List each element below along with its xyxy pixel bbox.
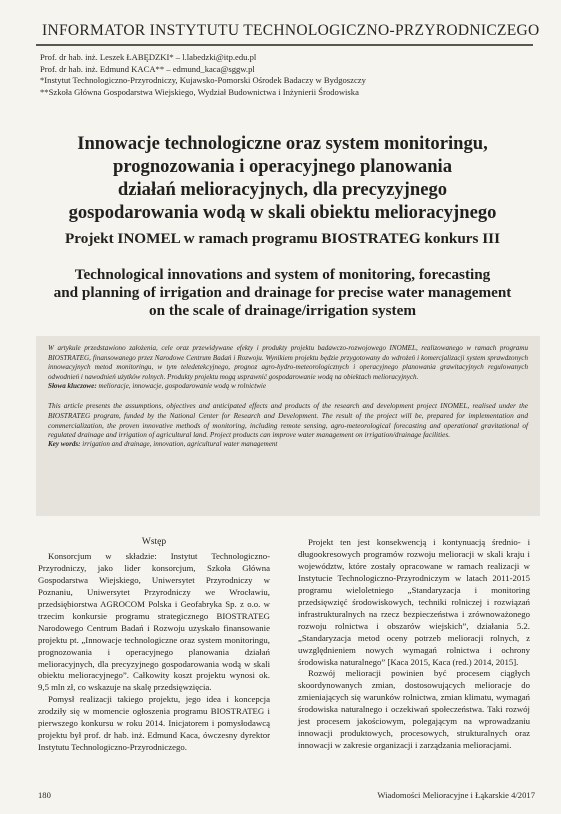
keywords-polish xyxy=(48,382,528,392)
abstract-box xyxy=(36,336,540,516)
affiliation-line: **Szkoła Główna Gospodarstwa Wiejskiego, Wydział Budownictwa i Inżynierii Środowiska xyxy=(40,86,359,97)
article-subtitle: Projekt INOMEL w ramach programu BIOSTRATEG konkurs III xyxy=(64,230,500,247)
title-line: Innowacje technologiczne oraz system monitoringu, xyxy=(77,133,488,154)
author-line: Prof. dr hab. inż. Leszek ŁABĘDZKI* – l.labedzki@itp.edu.pl xyxy=(40,52,257,62)
body-paragraph: Pomysł realizacji takiego projektu, jego idea i koncepcja zrodziły się w momencie ogłoszenia programu BIOSTRATEG i pierwszego konkursu w roku 2014. Inicjatorem i pomysłodawcą projektu był prof. dr hab. inż. Edmund Kaca, ówczesny dyrektor Instytutu Technologiczno-Przyrodniczego. xyxy=(38,694,270,753)
keywords-text: irrigation and drainage, innovation, agricultural water management xyxy=(82,440,278,449)
title-line: gospodarowania wodą w skali obiektu melioracyjnego xyxy=(68,202,497,223)
keywords-text: melioracje, innowacje, gospodarowanie wodą w rolnictwie xyxy=(98,382,267,391)
affiliation-line: *Instytut Technologiczno-Przyrodniczy, Kujawsko-Pomorski Ośrodek Badaczy w Bydgoszczy xyxy=(40,75,366,85)
body-paragraph: Konsorcjum w składzie: Instytut Technologiczno-Przyrodniczy, jako lider konsorcjum, Szkoła Główna Gospodarstwa Wiejskiego, Uniwersytet Przyrodniczy w Poznaniu, Uniwersytet Przyrodniczy we Wrocławiu, przedsiębiorstwa AGROCOM Polska i Geofabryka Sp. z o.o. w trzecim konkursie programu strategicznego BIOSTRATEG Narodowego Centrum Badań i Rozwoju uzyskało finansowanie projektu pt. „Innowacje technologiczne oraz system monitoringu, prognozowania i operacyjnego planowania działań melioracyjnych, dla precyzyjnego gospodarowania wodą w skali obiektu melioracyjnego”. Całkowity koszt projektu wynosi ok. 9,5 mln zł, co wskazuje na skalę przedsięwzięcia. xyxy=(38,550,270,693)
title-line: and planning of irrigation and drainage for precise water management xyxy=(53,284,512,301)
section-heading: Wstęp xyxy=(141,537,167,547)
keywords-label: Key words: xyxy=(48,440,81,449)
title-line: on the scale of drainage/irrigation system xyxy=(148,302,416,319)
journal-header: INFORMATOR INSTYTUTU TECHNOLOGICZNO-PRZYRODNICZEGO xyxy=(42,22,540,39)
header-rule xyxy=(36,44,533,46)
author-affiliations xyxy=(40,52,530,98)
title-line: działań melioracyjnych, dla precyzyjnego xyxy=(117,179,448,200)
page-number: 180 xyxy=(38,790,51,800)
article-title-english xyxy=(40,266,525,320)
body-column-right xyxy=(298,537,530,752)
abstract-english: This article presents the assumptions, objectives and anticipated effects and products of the research and development project INOMEL, realised under the BIOSTRATEG program, funded by the National Center for Research and Development. The result of the project will be, prepared for implementation and commercialization, the proven innovative methods of monitoring, including remote sensing, agro-meteorological forecasting and operational gravitational of regulated drainage and irrigation of agricultural land. Project products can improve water management on irrigation/drainage facilities. xyxy=(48,400,528,440)
footer-journal: Wiadomości Melioracyjne i Łąkarskie 4/2017 xyxy=(377,790,535,800)
article-title-polish xyxy=(40,132,525,224)
keywords-label: Słowa kluczowe: xyxy=(48,382,97,391)
abstract-polish: W artykule przedstawiono założenia, cele oraz przewidywane efekty i produkty projektu badawczo-rozwojowego INOMEL, realizowanego w ramach programu BIOSTRATEG, finansowanego przez Narodowe Centrum Badań i Rozwoju. Wynikiem projektu będzie przygotowany do wdrożeń i komercjalizacji system sprawdzonych innowacyjnych metod monitoringu, w tym teledetekcyjnego, prognoz agro-hydro-meteorologicznych i operacyjnego planowania grawitacyjnych regulowanych odwodnień i nawodnień użytków rolnych. Produkty projektu mogą usprawnić gospodarowanie wodą na obiektach melioracyjnych. xyxy=(48,344,528,381)
keywords-english xyxy=(48,440,528,450)
body-column-left xyxy=(38,537,270,754)
body-paragraph: Projekt ten jest konsekwencją i kontynuacją średnio- i długookresowych programów rozwoju melioracji w skali kraju i województw, które zostały opracowane w ramach realizacji w Instytucie Technologiczno-Przyrodniczym w latach 2011-2015 programu wieloletniego „Standaryzacja i monitoring przedsięwzięć środowiskowych, techniki rolniczej i rozwiązań infrastrukturalnych na rzecz bezpieczeństwa i zrównoważonego rozwoju rolnictwa i obszarów wiejskich”, działania 5.2. „Standaryzacja metod oceny potrzeb melioracji rolnych, z uwzględnieniem nowych wymagań rolnictwa i ochrony środowiska naturalnego” [Kaca 2015, Kaca (red.) 2014, 2015]. xyxy=(298,537,530,667)
title-line: Technological innovations and system of monitoring, forecasting xyxy=(74,266,491,283)
body-paragraph: Rozwój melioracji powinien być procesem ciągłych skoordynowanych zmian, dostosowujących melioracje do zmieniających się warunków rolnictwa, zmian klimatu, wymagań środowiska naturalnego i oczekiwań społeczeństwa. Taki rozwój jest procesem jakościowym, polegającym na wprowadzaniu innowacji produktowych, procesowych, strukturalnych oraz innowacji w zakresie organizacji i zarządzania melioracjami. xyxy=(298,668,530,751)
author-line: Prof. dr hab. inż. Edmund KACA** – edmund_kaca@sggw.pl xyxy=(40,63,255,74)
title-line: prognozowania i operacyjnego planowania xyxy=(112,156,453,177)
